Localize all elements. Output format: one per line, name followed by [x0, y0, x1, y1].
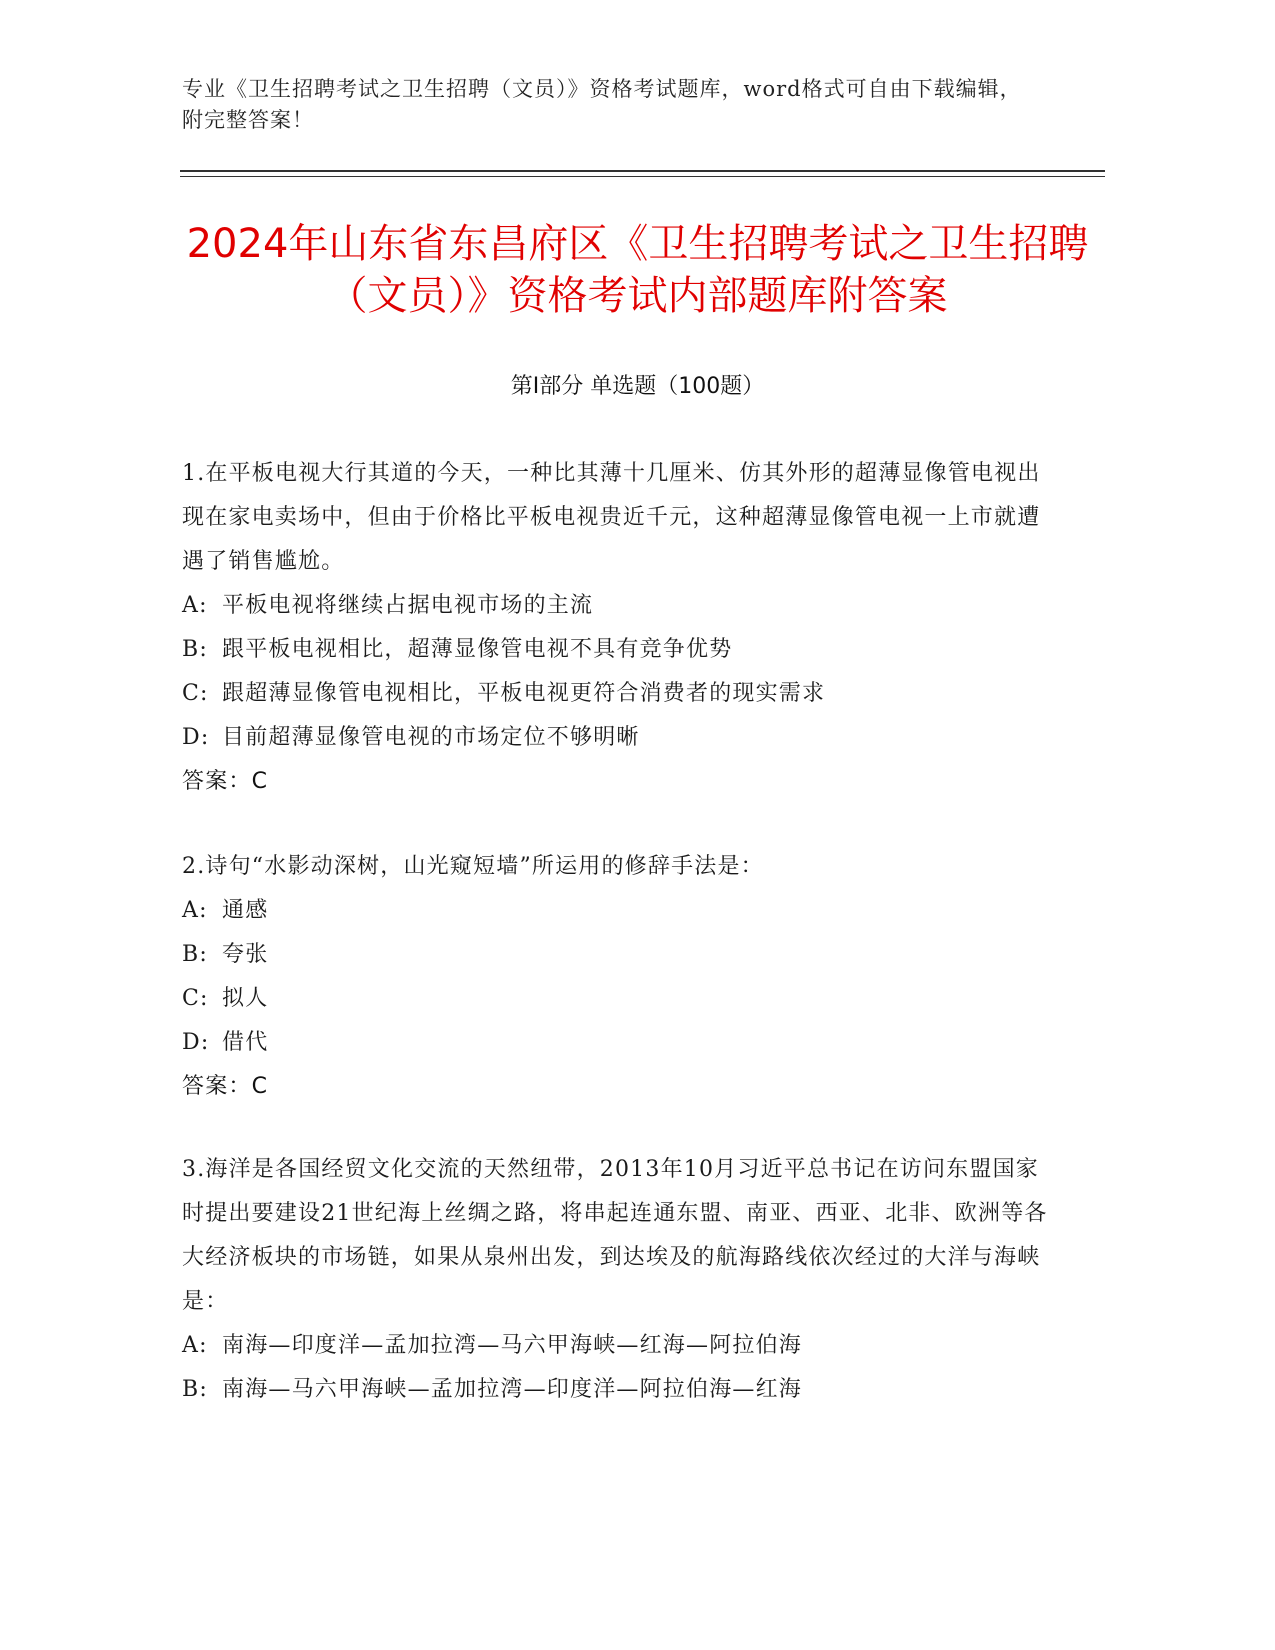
- document-title: 2024年山东省东昌府区《卫生招聘考试之卫生招聘（文员）》资格考试内部题库附答案: [186, 221, 1089, 319]
- option-text: 借代: [222, 1030, 269, 1055]
- option-a: [182, 889, 1062, 933]
- header-note: 专业《卫生招聘考试之卫生招聘（文员）》资格考试题库，word格式可自由下载编辑，附完整答案！: [182, 77, 1022, 132]
- option-text: 跟平板电视相比，超薄显像管电视不具有竞争优势: [222, 637, 733, 662]
- option-text: 目前超薄显像管电视的市场定位不够明晰: [222, 725, 640, 750]
- option-a: [182, 1324, 1062, 1368]
- option-letter: B:: [182, 637, 208, 662]
- question-stem: 1.在平板电视大行其道的今天，一种比其薄十几厘米、仿其外形的超薄显像管电视出现在家电卖场中，但由于价格比平板电视贵近千元，这种超薄显像管电视一上市就遭遇了销售尴尬。: [182, 461, 1041, 574]
- option-letter: B:: [182, 942, 208, 967]
- option-text: 夸张: [222, 942, 269, 967]
- option-letter: C:: [182, 986, 209, 1011]
- option-c: [182, 977, 1062, 1021]
- question-stem: 3.海洋是各国经贸文化交流的天然纽带，2013年10月习近平总书记在访问东盟国家时提出要建设21世纪海上丝绸之路，将串起连通东盟、南亚、西亚、北非、欧洲等各大经济板块的市场链，如果从泉州出发，到达埃及的航海路线依次经过的大洋与海峡是：: [182, 1157, 1048, 1314]
- answer-line: 答案：C: [182, 1074, 269, 1099]
- option-b: [182, 933, 1062, 977]
- option-text: 南海—马六甲海峡—孟加拉湾—印度洋—阿拉伯海—红海: [222, 1377, 803, 1402]
- question-3: [182, 1148, 1062, 1412]
- header-divider-thin: [180, 176, 1105, 177]
- option-b: [182, 1368, 1062, 1412]
- answer-line: 答案：C: [182, 769, 269, 794]
- section-title: 第Ⅰ部分 单选题（100题）: [510, 374, 765, 399]
- option-text: 拟人: [222, 986, 269, 1011]
- option-letter: D:: [182, 725, 210, 750]
- option-letter: A:: [182, 593, 208, 618]
- option-letter: C:: [182, 681, 209, 706]
- question-1: [182, 452, 1062, 804]
- option-text: 南海—印度洋—孟加拉湾—马六甲海峡—红海—阿拉伯海: [222, 1333, 803, 1358]
- option-d: [182, 1021, 1062, 1065]
- option-b: [182, 628, 1062, 672]
- header-divider-thick: [180, 170, 1105, 172]
- question-2: [182, 845, 1062, 1109]
- option-c: [182, 672, 1062, 716]
- question-stem: 2.诗句“水影动深树，山光窥短墙”所运用的修辞手法是：: [182, 854, 764, 879]
- option-letter: A:: [182, 898, 208, 923]
- option-text: 平板电视将继续占据电视市场的主流: [222, 593, 594, 618]
- option-letter: B:: [182, 1377, 208, 1402]
- option-text: 通感: [222, 898, 269, 923]
- option-letter: A:: [182, 1333, 208, 1358]
- option-letter: D:: [182, 1030, 210, 1055]
- option-a: [182, 584, 1062, 628]
- option-d: [182, 716, 1062, 760]
- option-text: 跟超薄显像管电视相比，平板电视更符合消费者的现实需求: [222, 681, 826, 706]
